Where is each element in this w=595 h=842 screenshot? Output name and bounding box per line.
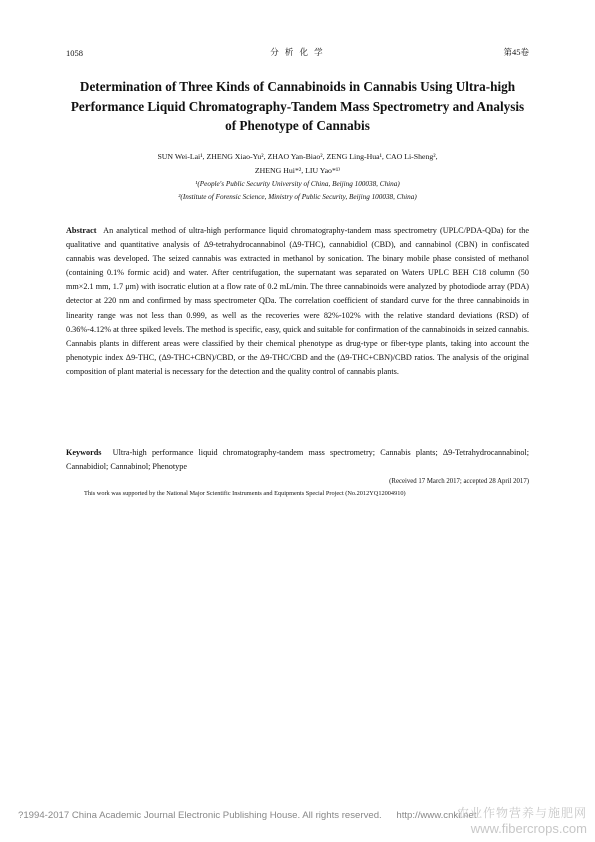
author-line-1: SUN Wei-Lai¹, ZHENG Xiao-Yu², ZHAO Yan-Biao², ZENG Ling-Hua¹, CAO Li-Sheng², — [157, 152, 438, 161]
keywords-section — [66, 446, 529, 474]
author-list — [90, 150, 505, 178]
site-watermark — [457, 804, 587, 836]
paper-title: Determination of Three Kinds of Cannabinoids in Cannabis Using Ultra-high Performance Liquid Chromatography-Tandem Mass Spectrometry and Analysis of Phenotype of Cannabis — [70, 79, 525, 133]
abstract-section — [66, 224, 529, 379]
watermark-title: 农业作物营养与施肥网 — [456, 806, 587, 820]
journal-name: 分 析 化 学 — [270, 47, 325, 57]
author-line-2: ZHENG Hui*², LIU Yao*¹⁾ — [254, 166, 341, 175]
keywords-text: Ultra-high performance liquid chromatography-tandem mass spectrometry; Cannabis plants; Δ9-Tetrahydrocannabinol; Cannabidiol; Cannabinol; Phenotype — [66, 448, 529, 472]
funding-note: This work was supported by the National Major Scientific Instruments and Equipments Special Project (No.2012YQ12004910) — [84, 490, 406, 497]
copyright-footer — [18, 810, 476, 821]
received-dates: (Received 17 March 2017; accepted 28 April 2017) — [389, 478, 529, 485]
affiliations — [90, 178, 505, 203]
keywords-label: Keywords — [66, 448, 102, 457]
volume-label: 第45卷 — [503, 47, 529, 57]
running-header — [66, 46, 529, 60]
cnki-link[interactable]: http://www.cnki.net — [396, 810, 477, 821]
watermark-url: www.fibercrops.com — [470, 821, 587, 836]
affiliation-1: ¹(People's Public Security University of China, Beijing 100038, China) — [195, 180, 400, 188]
abstract-label: Abstract — [66, 226, 97, 235]
page-number: 1058 — [66, 48, 83, 58]
affiliation-2: ²(Institute of Forensic Science, Ministry of Public Security, Beijing 100038, China) — [178, 192, 417, 201]
copyright-text: ?1994-2017 China Academic Journal Electronic Publishing House. All rights reserved. — [18, 810, 382, 821]
abstract-text: An analytical method of ultra-high performance liquid chromatography-tandem mass spectrometry (UPLC/PDA-QDa) for the qualitative and quantitative analysis of Δ9-tetrahydrocannabinol (Δ9-THC), cannabidiol (CBD), and cannabinol (CBN) in confiscated cannabis was developed. The seized cannabis was extracted in methanol by sonication. The binary mobile phase consisted of methanol (containing 0.1% formic acid) and water. After centrifugation, the supernatant was separated on Waters UPLC BEH C18 column (50 mm×2.1 mm, 1.7 μm) with isocratic elution at a flow rate of 0.2 mL/min. The three cannabinoids were analyzed by photodiode array (PDA) detector at 220 nm and confirmed by mass spectrometer QDa. The correlation coefficient of standard curve for the three cannabinoids in linearity range was not less than 0.999, as well as the recoveries were 82%-102% with the relative standard deviations (RSD) of 0.36%-4.12% at three spiked levels. The method is specific, easy, quick and suitable for confirmation of the cannabinoids in seized cannabis. Cannabis plants in different areas were classified by their chemical phenotype as drug-type or fiber-type plants, taking into account the phenotypic index Δ9-THC, (Δ9-THC+CBN)/CBD, or the Δ9-THC/CBD and the (Δ9-THC+CBN)/CBD ratios. The analysis of the original composition of plant material is necessary for the detection and the quality control of cannabis plants. — [66, 226, 529, 376]
